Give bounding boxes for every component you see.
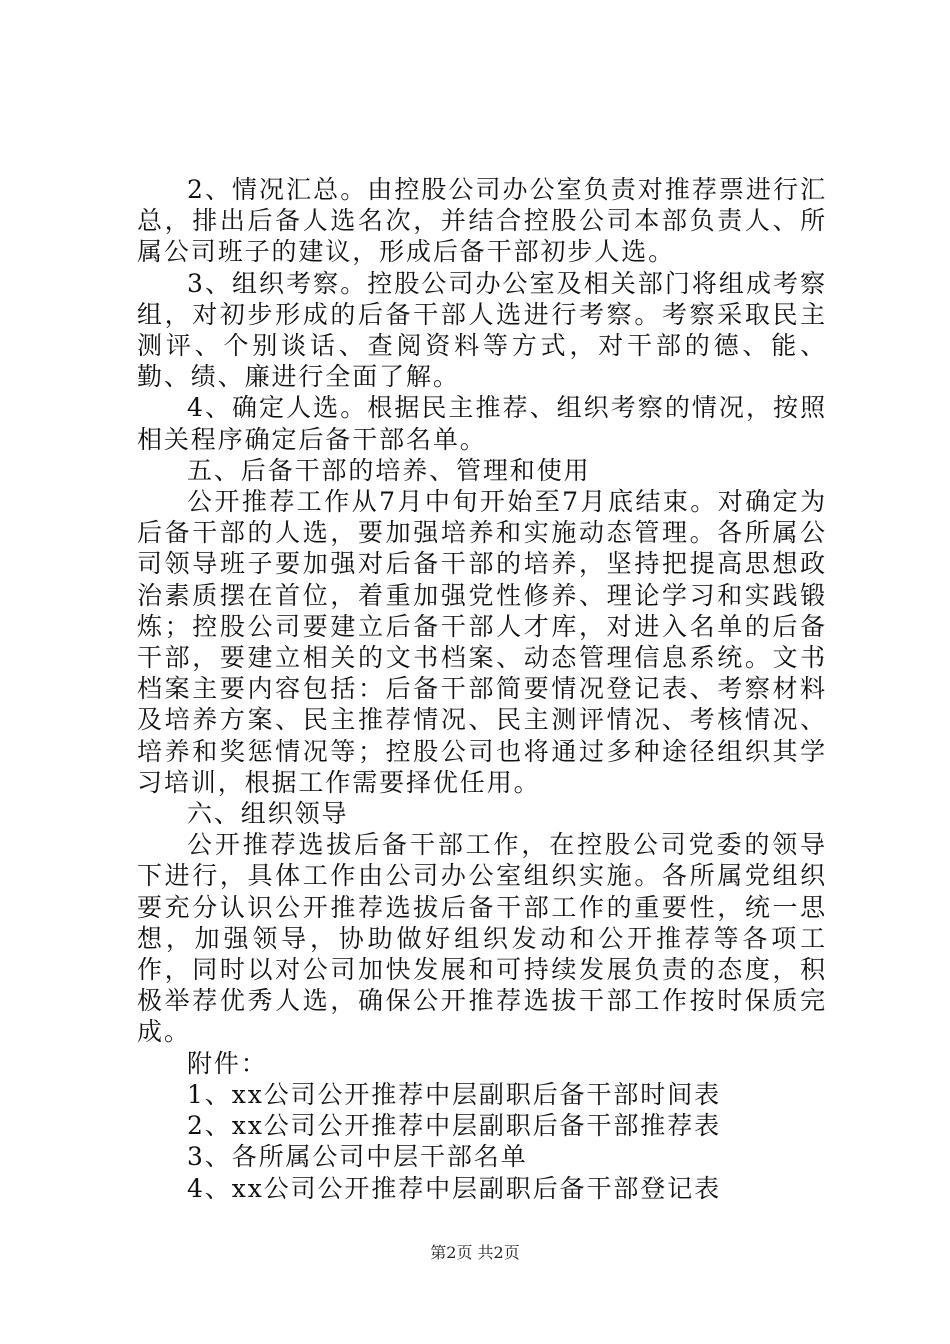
attachment-item: 2、xx公司公开推荐中层副职后备干部推荐表	[187, 1111, 722, 1141]
paragraph-summary: 2、情况汇总。由控股公司办公室负责对推荐票进行汇总，排出后备人选名次，并结合控股公司本部负责人、所属公司班子的建议，形成后备干部初步人选。	[137, 175, 827, 267]
attachments-heading: 附件：	[187, 1048, 268, 1078]
paragraph-training: 公开推荐工作从7月中旬开始至7月底结束。对确定为后备干部的人选，要加强培养和实施动态管理。各所属公司领导班子要加强对后备干部的培养，坚持把提高思想政治素质摆在首位，着重加强党性修养、理论学习和实践锻炼；控股公司要建立后备干部人才库，对进入名单的后备干部，要建立相关的文书档案、动态管理信息系统。文书档案主要内容包括：后备干部简要情况登记表、考察材料及培养方案、民主推荐情况、民主测评情况、考核情况、培养和奖惩情况等；控股公司也将通过多种途径组织其学习培训，根据工作需要择优任用。	[137, 487, 827, 797]
paragraph-leadership: 公开推荐选拔后备干部工作，在控股公司党委的领导下进行，具体工作由公司办公室组织实施。各所属党组织要充分认识公开推荐选拔后备干部工作的重要性，统一思想，加强领导，协助做好组织发动和公开推荐等各项工作，同时以对公司加快发展和可持续发展负责的态度，积极举荐优秀人选，确保公开推荐选拔干部工作按时保质完成。	[137, 830, 827, 1047]
attachment-item: 1、xx公司公开推荐中层副职后备干部时间表	[187, 1079, 722, 1109]
document-body	[137, 174, 827, 1204]
section-heading-leadership: 六、组织领导	[187, 799, 349, 829]
paragraph-inspection: 3、组织考察。控股公司办公室及相关部门将组成考察组，对初步形成的后备干部人选进行考察。考察采取民主测评、个别谈话、查阅资料等方式，对干部的德、能、勤、绩、廉进行全面了解。	[137, 268, 827, 392]
attachment-item: 4、xx公司公开推荐中层副职后备干部登记表	[187, 1173, 722, 1203]
paragraph-determine: 4、确定人选。根据民主推荐、组织考察的情况，按照相关程序确定后备干部名单。	[137, 393, 827, 454]
section-heading-training: 五、后备干部的培养、管理和使用	[187, 455, 591, 485]
attachment-item: 3、各所属公司中层干部名单	[187, 1142, 528, 1172]
page-number-footer: 第2页 共2页	[430, 1243, 520, 1262]
